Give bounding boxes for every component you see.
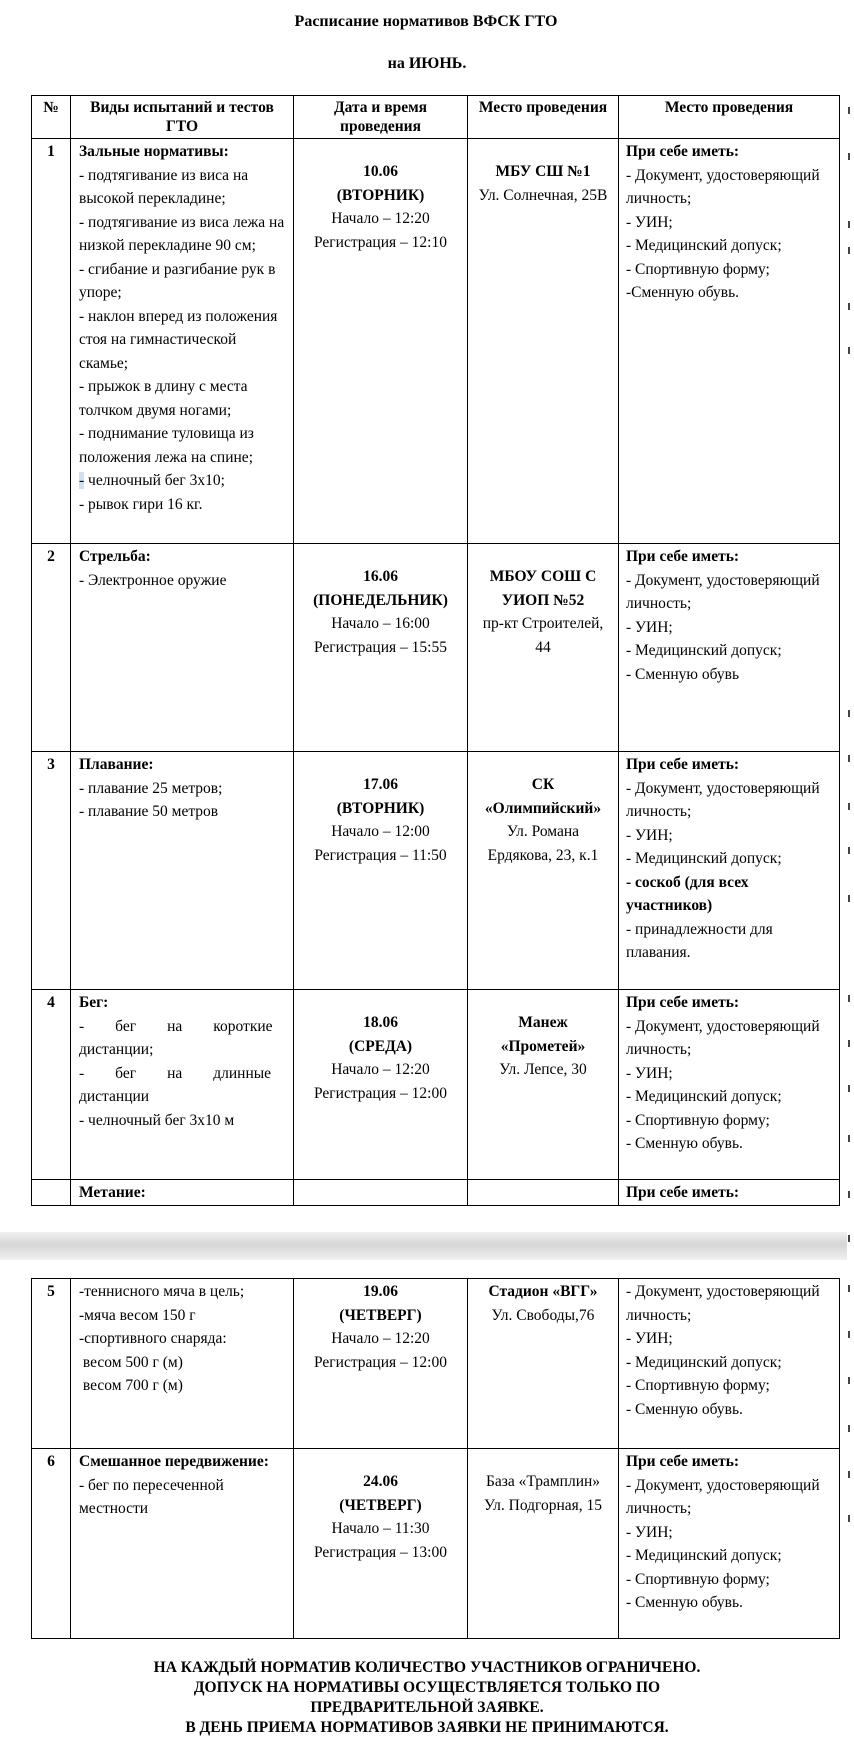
requirements-cell (619, 1449, 840, 1639)
event-date: 10.06 (363, 163, 398, 180)
test-kind-cell (71, 990, 294, 1180)
event-weekday: (СРЕДА) (348, 1037, 413, 1055)
place-cell (468, 990, 619, 1180)
test-item: весом 500 г (м) (79, 1353, 183, 1371)
requirement-item: - УИН; (626, 826, 673, 844)
requirement-item: - Медицинский допуск; (626, 1088, 782, 1105)
test-item: -мяча весом 150 г (79, 1306, 196, 1324)
footer-line: В ДЕНЬ ПРИЕМА НОРМАТИВОВ ЗАЯВКИ НЕ ПРИНИМАЮТСЯ. (185, 1719, 669, 1736)
test-item: - плавание 25 метров; (79, 779, 223, 797)
test-item: -спортивного снаряда: (79, 1330, 227, 1347)
requirements-cell (619, 1180, 840, 1206)
row-number: 5 (32, 1279, 71, 1449)
place-cell (468, 1449, 619, 1639)
requirement-item: - УИН; (626, 1523, 673, 1541)
footer-line: ДОПУСК НА НОРМАТИВЫ ОСУЩЕСТВЛЯЕТСЯ ТОЛЬКО ПО (193, 1679, 661, 1696)
registration-time: Регистрация – 12:00 (314, 1353, 447, 1371)
test-item: - бег на короткие (79, 1017, 273, 1035)
test-kind-title: Смешанное передвижение: (79, 1453, 269, 1470)
test-item: - рывок гири 16 кг. (79, 495, 203, 513)
requirement-item: - Сменную обувь. (626, 1594, 743, 1611)
test-item: - плавание 50 метров (79, 803, 219, 820)
event-weekday: (ЧЕТВЕРГ) (339, 1496, 422, 1514)
row-number: 1 (32, 139, 71, 544)
place-address: Ул. Подгорная, 15 (483, 1496, 603, 1514)
text-selection[interactable]: - (79, 472, 85, 489)
page-subtitle: на ИЮНЬ. (387, 55, 467, 72)
place-address: Ул. Свободы,76 (491, 1306, 595, 1324)
requirements-cell (619, 752, 840, 990)
col-header-place: Место проведения (468, 96, 619, 139)
requirement-item: - принадлежности для плавания. (626, 920, 773, 961)
table-row (32, 1449, 840, 1639)
place-cell (468, 1180, 619, 1206)
test-item: - челночный бег 3x10; (79, 472, 225, 489)
test-item: - прыжок в длину с места толчком двумя ногами; (79, 378, 248, 419)
col-header-num: № (32, 96, 71, 139)
requirements-cell (619, 990, 840, 1180)
date-cell (294, 139, 468, 544)
date-cell (294, 990, 468, 1180)
date-cell (294, 752, 468, 990)
start-time: Начало – 12:00 (331, 823, 430, 840)
test-item: - Электронное оружие (79, 571, 227, 589)
test-item: - бег на длинные (79, 1064, 272, 1082)
table-row (32, 990, 840, 1180)
requirement-item: - Спортивную форму; (626, 1570, 770, 1588)
requirement-item: - Сменную обувь. (626, 1400, 743, 1418)
registration-time: Регистрация – 13:00 (314, 1543, 447, 1561)
test-item: -теннисного мяча в цель; (79, 1283, 245, 1300)
test-item: дистанции (79, 1088, 150, 1105)
requirement-item: - Сменную обувь. (626, 1135, 743, 1152)
start-time: Начало – 12:20 (331, 210, 430, 227)
requirements-cell (619, 139, 840, 544)
requirement-item: - Медицинский допуск; (626, 850, 782, 867)
adjacent-page-edge (847, 95, 854, 1745)
footer-line: НА КАЖДЫЙ НОРМАТИВ КОЛИЧЕСТВО УЧАСТНИКОВ ОГРАНИЧЕНО. (153, 1659, 701, 1676)
place-address: Ул. Романа Ердякова, 23, к.1 (487, 823, 599, 864)
page-break-separator (0, 1232, 854, 1260)
test-kind-title: Бег: (79, 994, 109, 1011)
test-item: - подтягивание из виса лежа на низкой перекладине 90 см; (79, 213, 285, 254)
footer-notice (0, 1658, 854, 1738)
date-cell (294, 544, 468, 752)
requirement-item: - Сменную обувь (626, 665, 740, 683)
event-weekday: (ЧЕТВЕРГ) (339, 1306, 422, 1324)
test-kind-cell (71, 1279, 294, 1449)
requirement-item: - УИН; (626, 213, 673, 231)
table-row (32, 544, 840, 752)
place-cell (468, 139, 619, 544)
requirement-item: - Спортивную форму; (626, 1111, 770, 1129)
place-cell (468, 544, 619, 752)
requirement-item: - Документ, удостоверяющий личность; (626, 166, 820, 207)
test-kind-title: Плавание: (79, 756, 154, 773)
test-kind-cell (71, 752, 294, 990)
event-weekday: (ВТОРНИК) (336, 186, 425, 204)
date-cell (294, 1449, 468, 1639)
registration-time: Регистрация – 12:10 (314, 233, 447, 251)
schedule-table-continued (31, 1278, 840, 1639)
row-number (32, 1180, 71, 1206)
date-cell (294, 1180, 468, 1206)
test-item: - поднимание туловища из положения лежа на спине; (79, 425, 254, 466)
footer-line: ПРЕДВАРИТЕЛЬНОЙ ЗАЯВКЕ. (310, 1699, 544, 1716)
test-item: - бег по пересеченной местности (79, 1476, 224, 1517)
registration-time: Регистрация – 12:00 (314, 1084, 447, 1102)
requirement-item: - Медицинский допуск; (626, 1547, 782, 1564)
requirement-item: - УИН; (626, 1064, 673, 1082)
place-name: Манеж «Прометей» (500, 1014, 586, 1055)
schedule-table (31, 95, 840, 1206)
registration-time: Регистрация – 11:50 (314, 846, 447, 864)
requirements-cell (619, 1279, 840, 1449)
event-date: 16.06 (363, 568, 398, 585)
requirement-item: - Документ, удостоверяющий личность; (626, 1283, 820, 1324)
requirement-item: - Документ, удостоверяющий личность; (626, 779, 820, 820)
requirement-item-bold: - соскоб (для всех участников) (626, 873, 749, 914)
start-time: Начало – 16:00 (331, 615, 430, 632)
test-kind-cell (71, 1449, 294, 1639)
test-item: весом 700 г (м) (79, 1377, 183, 1394)
test-kind-cell (71, 544, 294, 752)
requirement-item: - Документ, удостоверяющий личность; (626, 1476, 820, 1517)
place-cell (468, 1279, 619, 1449)
test-kind-cell (71, 139, 294, 544)
test-kind-title: Стрельба: (79, 548, 151, 565)
test-item: - сгибание и разгибание рук в упоре; (79, 260, 276, 301)
place-address: Ул. Лепсе, 30 (499, 1061, 587, 1078)
requirement-item: - Спортивную форму; (626, 260, 770, 278)
event-weekday: (ПОНЕДЕЛЬНИК) (313, 591, 448, 609)
requirement-item: - Документ, удостоверяющий личность; (626, 571, 820, 612)
page-title: Расписание нормативов ВФСК ГТО (294, 13, 558, 30)
test-item: - челночный бег 3x10 м (79, 1111, 235, 1129)
row-number: 6 (32, 1449, 71, 1639)
event-date: 24.06 (363, 1473, 398, 1490)
place-name: СК «Олимпийский» (484, 776, 602, 817)
requirements-title: При себе иметь: (626, 143, 740, 160)
row-number: 3 (32, 752, 71, 990)
table-row (32, 139, 840, 544)
place-name: База «Трамплин» (485, 1473, 601, 1490)
requirements-title: При себе иметь: (626, 756, 740, 773)
requirement-item: - УИН; (626, 1330, 673, 1347)
date-cell (294, 1279, 468, 1449)
requirement-item: - УИН; (626, 618, 673, 636)
registration-time: Регистрация – 15:55 (314, 638, 447, 656)
start-time: Начало – 11:30 (331, 1520, 430, 1537)
test-item: - наклон вперед из положения стоя на гимнастической скамье; (79, 307, 278, 372)
requirements-title: При себе иметь: (626, 1453, 740, 1470)
requirement-item: - Медицинский допуск; (626, 642, 782, 659)
table-row (32, 752, 840, 990)
requirements-title: При себе иметь: (626, 994, 740, 1011)
place-address: Ул. Солнечная, 25В (478, 186, 608, 204)
start-time: Начало – 12:20 (331, 1330, 430, 1347)
test-item: - подтягивание из виса на высокой перекладине; (79, 166, 249, 207)
test-item: дистанции; (79, 1041, 154, 1058)
start-time: Начало – 12:20 (331, 1061, 430, 1078)
requirement-item: - Медицинский допуск; (626, 1353, 782, 1371)
col-header-needs: Место проведения (619, 96, 840, 139)
event-weekday: (ВТОРНИК) (336, 799, 425, 817)
place-name: МБОУ СОШ С УИОП №52 (489, 568, 597, 609)
event-date: 17.06 (363, 776, 398, 793)
place-address: пр-кт Строителей, 44 (482, 615, 604, 656)
requirements-cell (619, 544, 840, 752)
requirement-item: - Спортивную форму; (626, 1377, 770, 1394)
event-date: 19.06 (363, 1283, 398, 1300)
col-header-kind: Виды испытаний и тестов ГТО (71, 96, 294, 139)
requirement-item: - Документ, удостоверяющий личность; (626, 1017, 820, 1058)
table-row (32, 1279, 840, 1449)
requirements-title: При себе иметь: (626, 1184, 740, 1201)
test-kind-title: Зальные нормативы: (79, 143, 229, 160)
requirements-title: При себе иметь: (626, 548, 740, 565)
event-date: 18.06 (363, 1014, 398, 1031)
table-row (32, 1180, 840, 1206)
row-number: 2 (32, 544, 71, 752)
place-name: Стадион «ВГГ» (488, 1283, 598, 1300)
place-name: МБУ СШ №1 (495, 163, 591, 180)
table-header-row (32, 96, 840, 139)
test-kind-title: Метание: (79, 1184, 146, 1201)
col-header-date: Дата и время проведения (294, 96, 468, 139)
row-number: 4 (32, 990, 71, 1180)
requirement-item: -Сменную обувь. (626, 284, 740, 301)
requirement-item: - Медицинский допуск; (626, 237, 782, 254)
test-kind-cell (71, 1180, 294, 1206)
place-cell (468, 752, 619, 990)
